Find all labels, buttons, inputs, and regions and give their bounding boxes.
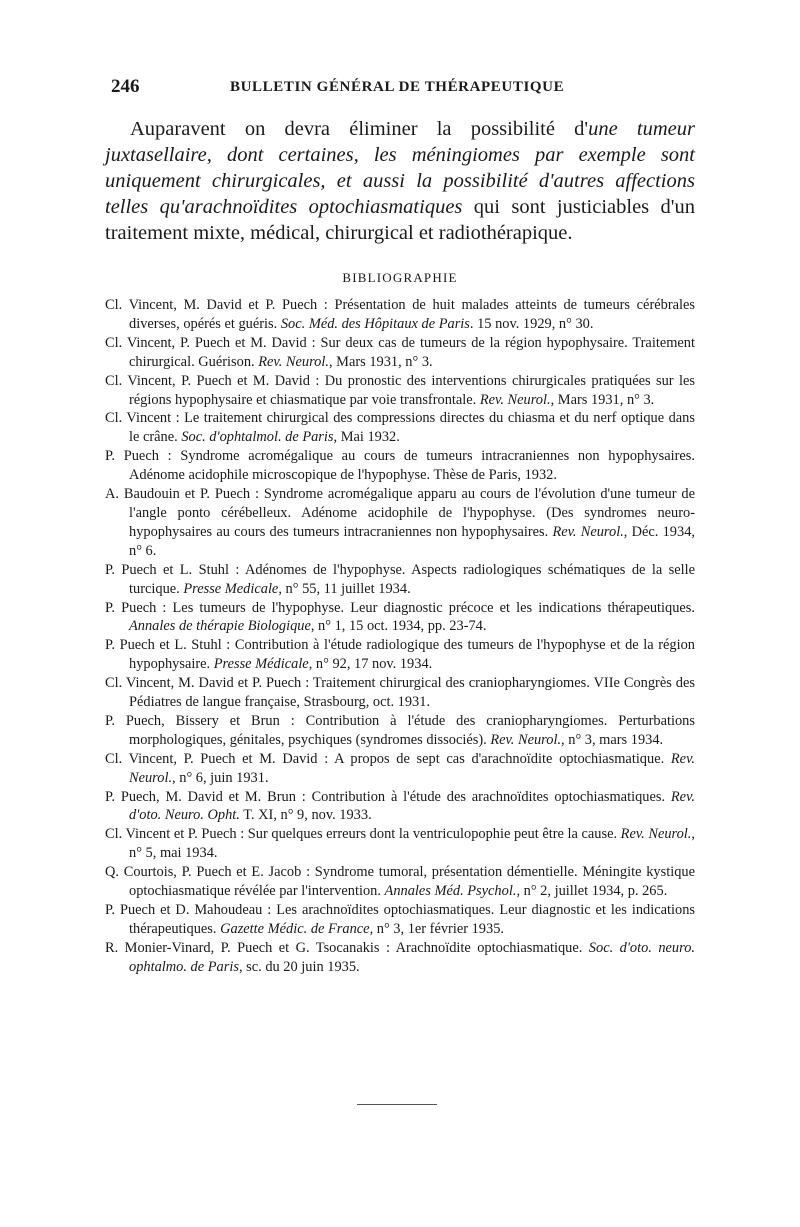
entry-tail: , n° 5, mai 1934. <box>129 826 695 862</box>
entry-text: : Sur deux cas de tumeurs de la région hypophysaire. Traitement chirurgical. Guérison. <box>129 334 695 370</box>
entry-authors: P. Puech, M. David et M. Brun <box>105 788 296 805</box>
entry-tail: , n° 55, 11 juillet 1934. <box>278 580 411 597</box>
running-title: BULLETIN GÉNÉRAL DE THÉRAPEUTIQUE <box>230 79 565 95</box>
entry-tail: , Mars 1931, n° 3. <box>328 353 433 370</box>
page-header <box>105 76 695 100</box>
entry-source: Rev. Neurol. <box>620 826 692 843</box>
entry-source: Soc. Méd. des Hôpitaux de Paris <box>280 315 470 332</box>
intro-text-italic: une tumeur juxtasellaire, dont certaines, les méningiomes par exemple sont uniquement chirurgicales, et aussi la possibilité d'autres affections telles qu'arachnoïdites optochiasmatiques <box>105 118 695 218</box>
entry-text: : Syndrome acromégalique apparu au cours de l'évolution d'une tumeur de l'angle ponto cérébelleux. Adénome acidophile de l'hypophyse. (Des syndromes neuro-hypophysaires au cours des tumeurs intracraniennes non hypophysaires. <box>129 486 696 540</box>
entry-text: : Adénomes de l'hypophyse. Aspects radiologiques schématiques de la selle turcique. <box>129 561 695 597</box>
entry-source: Rev. Neurol. <box>479 391 551 408</box>
entry-source: Soc. d'oto. neuro. ophtalmo. de Paris <box>129 939 695 975</box>
entry-text: : Arachnoïdite optochiasmatique. <box>379 939 589 956</box>
entry-tail: , Mars 1931, n° 3. <box>550 391 655 408</box>
entry-text: : Les arachnoïdites optochiasmatiques. Leur diagnostic et les indications thérapeutiques. <box>129 902 695 937</box>
entry-source: Rev. Neurol. <box>129 750 695 786</box>
bibliography-entry <box>105 712 695 750</box>
bibliography-entry <box>105 788 695 826</box>
entry-source: Annales de thérapie Biologique <box>129 618 311 635</box>
entry-source: Annales Méd. Psychol. <box>384 883 517 900</box>
entry-text: : Contribution à l'étude des craniopharyngiomes. Perturbations morphologiques, génitales, psychiques (syndromes dissociés). <box>129 712 695 748</box>
bibliography-entry <box>105 750 695 788</box>
entry-authors: Cl. Vincent, M. David et P. Puech <box>105 297 318 313</box>
bibliography-entry <box>105 825 695 863</box>
entry-source: Rev. Neurol. <box>490 731 562 748</box>
entry-tail: , n° 2, juillet 1934, p. 265. <box>516 883 668 900</box>
entry-source: Rev. Neurol. <box>258 353 329 370</box>
entry-authors: P. Puech et L. Stuhl <box>105 561 229 578</box>
entry-tail: , n° 1, 15 oct. 1934, pp. 23-74. <box>310 618 487 635</box>
bibliography-entry <box>105 901 695 939</box>
entry-authors: P. Puech, Bissery et Brun <box>105 712 280 729</box>
bibliography-entry <box>105 334 695 372</box>
bibliography-entry <box>105 863 695 901</box>
entry-text: : Contribution à l'étude radiologique des tumeurs de l'hypophyse et de la région hypophysaire. <box>129 637 695 673</box>
entry-authors: Cl. Vincent, P. Puech et M. David <box>105 372 310 389</box>
footer-rule <box>357 1104 437 1105</box>
intro-paragraph <box>105 116 695 246</box>
entry-source: Presse Médicale <box>213 656 309 673</box>
entry-source: Rev. Neurol. <box>552 523 624 540</box>
entry-authors: Cl. Vincent, P. Puech et M. David <box>105 334 307 351</box>
entry-authors: Cl. Vincent, M. David et P. Puech <box>105 675 302 692</box>
intro-text-3: qui sont justiciables d'un traitement mixte, médical, chirurgical et radiothérapique. <box>105 196 695 244</box>
entry-tail: , Déc. 1934, n° 6. <box>129 523 695 559</box>
entry-source: Presse Medicale <box>183 580 279 597</box>
entry-authors: P. Puech et L. Stuhl <box>105 637 222 654</box>
bibliography-entry <box>105 372 695 410</box>
bibliography-entry <box>105 636 695 674</box>
bibliography-entry <box>105 409 695 447</box>
bibliography-entry <box>105 296 695 334</box>
entry-authors: P. Puech <box>105 448 159 465</box>
entry-text: : Traitement chirurgical des craniopharyngiomes. VIIe Congrès des Pédiatres de langue française, Strasbourg, oct. 1931. <box>129 675 695 711</box>
entry-authors: Cl. Vincent, P. Puech et M. David <box>105 750 318 767</box>
page-number: 246 <box>111 76 140 97</box>
bibliography-entry <box>105 939 695 977</box>
entry-source: Soc. d'ophtalmol. de Paris <box>181 429 334 446</box>
bibliography-entry <box>105 561 695 599</box>
entry-text: : Les tumeurs de l'hypophyse. Leur diagnostic précoce et les indications thérapeutiques. <box>156 599 695 616</box>
entry-tail: T. XI, n° 9, nov. 1933. <box>239 807 372 824</box>
bibliography-entry <box>105 485 695 561</box>
entry-authors: R. Monier-Vinard, P. Puech et G. Tsocanakis <box>105 939 380 956</box>
entry-text: : A propos de sept cas d'arachnoïdite optochiasmatique. <box>317 750 671 767</box>
entry-tail: , sc. du 20 juin 1935. <box>238 958 360 975</box>
bibliography-list <box>105 296 695 977</box>
entry-text: : Sur quelques erreurs dont la ventriculopophie peut être la cause. <box>236 826 621 843</box>
bibliography-entry <box>105 447 695 485</box>
entry-authors: P. Puech <box>105 599 157 616</box>
entry-authors: P. Puech et D. Mahoudeau <box>105 902 263 918</box>
entry-text: : Syndrome tumoral, présentation démentielle. Méningite kystique optochiasmatique révélée par l'intervention. <box>129 864 695 900</box>
entry-authors: Q. Courtois, P. Puech et E. Jacob <box>105 864 302 881</box>
entry-authors: Cl. Vincent <box>105 410 172 427</box>
entry-text: : Le traitement chirurgical des compressions directes du chiasma et du nerf optique dans le crâne. <box>129 410 695 446</box>
bibliography-entry <box>105 674 695 712</box>
intro-text-1: Auparavent on devra éliminer la possibilité d' <box>130 118 589 140</box>
entry-tail: , n° 6, juin 1931. <box>172 769 269 786</box>
entry-tail: . 15 nov. 1929, n° 30. <box>469 315 594 332</box>
entry-tail: , n° 92, 17 nov. 1934. <box>308 656 433 673</box>
entry-source: Rev. d'oto. Neuro. Opht. <box>129 788 695 824</box>
entry-text: : Syndrome acromégalique au cours de tumeurs intracraniennes non hypophysaires. Adénome acidophile microscopique de l'hypophyse. Thèse de Paris, 1932. <box>129 448 695 484</box>
bibliography-heading: BIBLIOGRAPHIE <box>342 270 458 285</box>
entry-authors: A. Baudouin et P. Puech <box>105 486 251 503</box>
bibliography-entry <box>105 599 695 637</box>
entry-tail: , n° 3, 1er février 1935. <box>369 920 504 937</box>
entry-authors: Cl. Vincent et P. Puech <box>105 826 237 843</box>
entry-tail: , Mai 1932. <box>333 429 400 446</box>
entry-tail: , n° 3, mars 1934. <box>561 731 664 748</box>
entry-text: : Présentation de huit malades atteints de tumeurs cérébrales diverses, opérés et guéris. <box>129 297 695 332</box>
entry-text: : Contribution à l'étude des arachnoïdites optochiasmatiques. <box>295 788 671 805</box>
entry-source: Gazette Médic. de France <box>220 920 370 937</box>
entry-text: : Du pronostic des interventions chirurgicales pratiquées sur les régions hypophysaire et chiasmatique par voie transfrontale. <box>129 372 695 408</box>
